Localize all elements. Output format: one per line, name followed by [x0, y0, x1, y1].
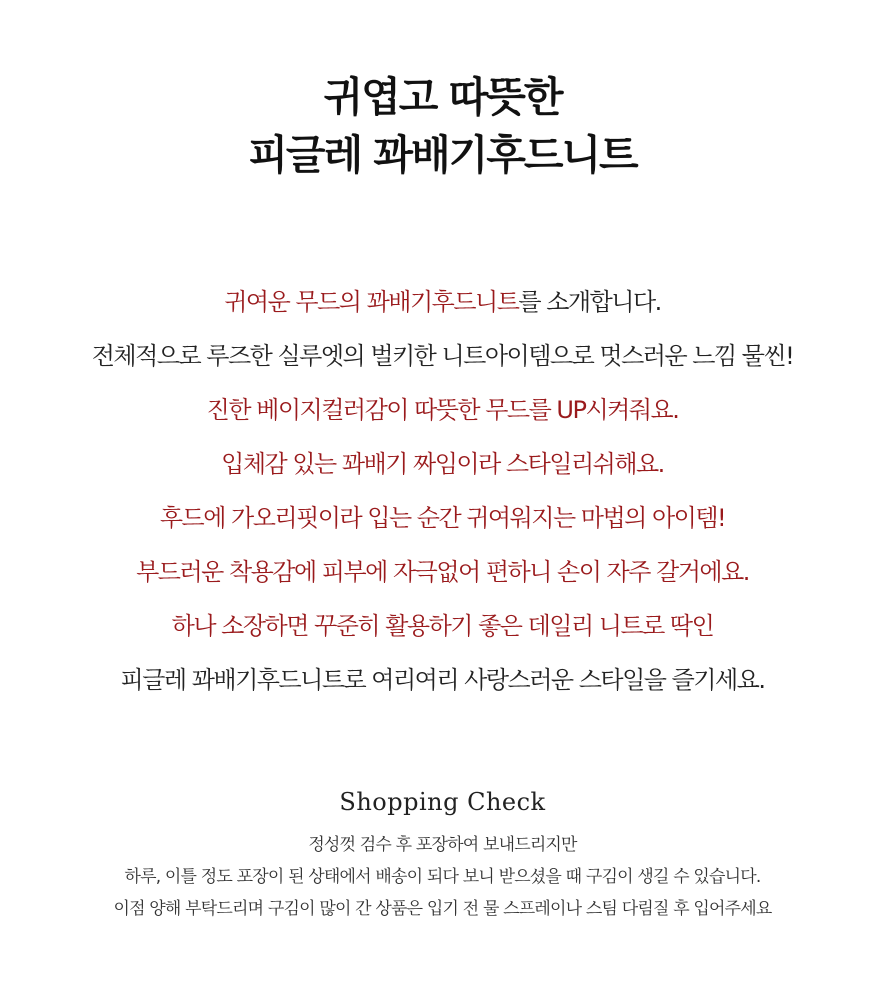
title-line-2: 피글레 꽈배기후드니트	[248, 131, 637, 179]
shopping-check-title: Shopping Check	[339, 788, 546, 816]
title-line-1: 귀엽고 따뜻한	[323, 73, 562, 121]
intro-line-1-highlight: 귀여운 무드의 꽈배기후드니트	[224, 288, 519, 316]
product-title-block	[0, 68, 885, 184]
shopping-check-section	[0, 785, 885, 925]
product-intro	[0, 275, 885, 707]
intro-line-4: 입체감 있는 꽈배기 짜임이라 스타일리쉬해요.	[221, 450, 664, 478]
shopping-check-line-3: 이점 양해 부탁드리며 구김이 많이 간 상품은 입기 전 물 스프레이나 스팀 다림질 후 입어주세요	[113, 899, 772, 919]
intro-line-8: 피글레 꽈배기후드니트로 여리여리 사랑스러운 스타일을 즐기세요.	[120, 666, 765, 694]
shopping-check-line-2: 하루, 이틀 정도 포장이 된 상태에서 배송이 되다 보니 받으셨을 때 구김이 생길 수 있습니다.	[124, 867, 761, 887]
intro-line-2: 전체적으로 루즈한 실루엣의 벌키한 니트아이템으로 멋스러운 느낌 물씬!	[91, 342, 794, 370]
intro-line-6: 부드러운 착용감에 피부에 자극없어 편하니 손이 자주 갈거에요.	[136, 558, 749, 586]
intro-line-3: 진한 베이지컬러감이 따뜻한 무드를 UP시켜줘요.	[206, 396, 679, 424]
intro-line-7: 하나 소장하면 꾸준히 활용하기 좋은 데일리 니트로 딱인	[171, 612, 714, 640]
intro-line-1	[0, 275, 885, 329]
intro-line-5: 후드에 가오리핏이라 입는 순간 귀여워지는 마법의 아이템!	[159, 504, 726, 532]
intro-line-1-rest: 를 소개합니다.	[518, 288, 661, 316]
shopping-check-line-1: 정성껏 검수 후 포장하여 보내드리지만	[308, 835, 577, 855]
